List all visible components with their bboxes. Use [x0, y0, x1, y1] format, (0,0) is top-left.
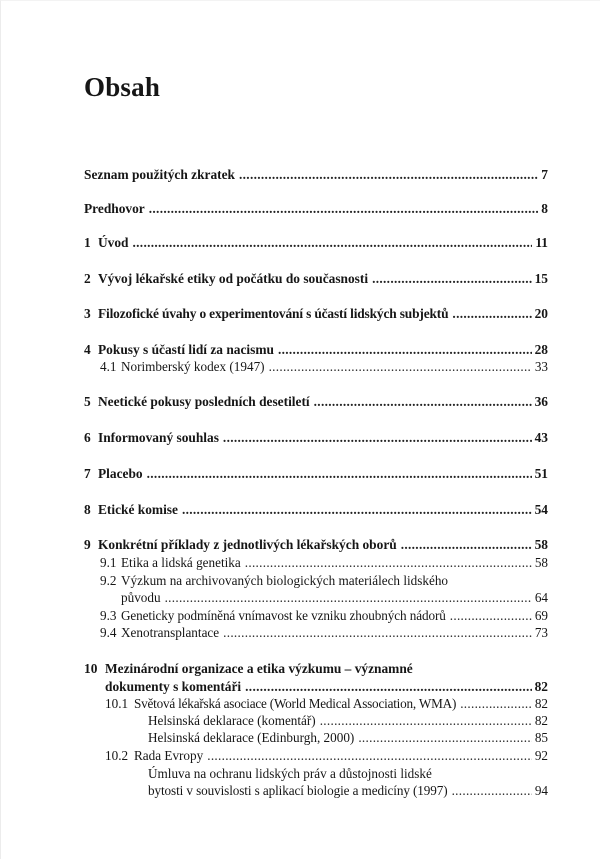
- page-number: 73: [534, 625, 548, 640]
- page-number: 33: [534, 359, 548, 374]
- entry-label-line1: Mezinárodní organizace a etika výzkumu – významné: [105, 661, 413, 676]
- section-number: 9.1: [100, 555, 117, 570]
- toc-entry-chapter-5[interactable]: [84, 393, 548, 410]
- entry-label: Rada Evropy: [134, 748, 204, 763]
- dot-leader: [165, 589, 532, 606]
- dot-leader: [245, 554, 532, 571]
- page-number: 85: [534, 730, 548, 745]
- entry-label: Predhovor: [84, 201, 145, 216]
- dot-leader: [452, 782, 532, 799]
- entry-label: Placebo: [98, 466, 143, 481]
- toc-entry-predhovor[interactable]: [84, 200, 548, 217]
- section-number: 10.1: [105, 696, 129, 711]
- dot-leader: [207, 747, 532, 764]
- dot-leader: [358, 729, 532, 746]
- entry-label: Filozofické úvahy o experimentování s účastí lidských subjektů: [98, 306, 449, 321]
- page-number: 11: [535, 235, 548, 250]
- dot-leader: [320, 712, 532, 729]
- toc-entry-helsinki-commentary[interactable]: [148, 712, 548, 729]
- chapter-number: 2: [84, 271, 91, 286]
- chapter-number: 5: [84, 394, 91, 409]
- page-number: 20: [534, 306, 548, 321]
- section-number: 9.2: [100, 573, 117, 588]
- toc-entry-chapter-1[interactable]: [84, 234, 548, 251]
- toc-entry-chapter-6[interactable]: [84, 429, 548, 446]
- entry-label: Konkrétní příklady z jednotlivých lékařských oborů: [98, 537, 397, 552]
- page-number: 64: [534, 590, 548, 605]
- dot-leader: [314, 393, 532, 410]
- dot-leader: [452, 305, 531, 322]
- entry-label-line1: Úmluva na ochranu lidských práv a důstojnosti lidské: [148, 766, 432, 781]
- chapter-number: 9: [84, 537, 91, 552]
- chapter-number: 1: [84, 235, 91, 250]
- toc-entry-convention-line2[interactable]: [148, 782, 548, 799]
- entry-label: Xenotransplantace: [121, 625, 220, 640]
- chapter-number: 6: [84, 430, 91, 445]
- toc-entry-section-9-3[interactable]: [100, 607, 548, 624]
- chapter-number: 3: [84, 306, 91, 321]
- page-number: 58: [534, 537, 548, 552]
- dot-leader: [278, 341, 532, 358]
- entry-label: Úvod: [98, 235, 129, 250]
- toc-entry-chapter-7[interactable]: [84, 465, 548, 482]
- entry-label: Neetické pokusy posledních desetiletí: [98, 394, 310, 409]
- toc-entry-section-9-2-line2[interactable]: [121, 589, 548, 606]
- toc-entry-section-9-1[interactable]: [100, 554, 548, 571]
- dot-leader: [372, 270, 532, 287]
- page-title: Obsah: [84, 72, 161, 102]
- entry-label-line2: původu: [121, 590, 161, 605]
- toc-entry-chapter-2[interactable]: [84, 270, 548, 287]
- entry-label: Etické komise: [98, 502, 178, 517]
- page-number: 28: [534, 342, 548, 357]
- entry-label-line2: bytosti v souvislosti s aplikací biologie a medicíny (1997): [148, 783, 448, 798]
- page-number: 58: [534, 555, 548, 570]
- dot-leader: [401, 536, 532, 553]
- toc-entry-convention-line1[interactable]: [148, 765, 432, 782]
- page-number: 82: [534, 696, 548, 711]
- entry-label-line1: Výzkum na archivovaných biologických materiálech lidského: [121, 573, 449, 588]
- dot-leader: [133, 234, 533, 251]
- page-number: 51: [534, 466, 548, 481]
- page-number: 94: [534, 783, 548, 798]
- page-number: 36: [534, 394, 548, 409]
- entry-label: Vývoj lékařské etiky od počátku do současnosti: [98, 271, 369, 286]
- dot-leader: [450, 607, 532, 624]
- toc-entry-section-9-2-line1[interactable]: [100, 572, 448, 589]
- chapter-number: 8: [84, 502, 91, 517]
- page-number: 82: [534, 713, 548, 728]
- page-number: 69: [534, 608, 548, 623]
- dot-leader: [245, 678, 531, 695]
- entry-label: Helsinská deklarace (komentář): [148, 713, 316, 728]
- dot-leader: [223, 429, 532, 446]
- toc-entry-section-10-1[interactable]: [105, 695, 548, 712]
- toc-entry-section-4-1[interactable]: [100, 358, 548, 375]
- section-number: 4.1: [100, 359, 117, 374]
- toc-entry-section-9-4[interactable]: [100, 624, 548, 641]
- toc-entry-helsinki-edinburgh[interactable]: [148, 729, 548, 746]
- entry-label: Seznam použitých zkratek: [84, 167, 236, 182]
- dot-leader: [182, 501, 532, 518]
- entry-label: Geneticky podmíněná vnímavost ke vzniku zhoubných nádorů: [121, 608, 446, 623]
- page-number: 43: [534, 430, 548, 445]
- toc-entry-chapter-10-line2[interactable]: [105, 678, 548, 695]
- section-number: 10.2: [105, 748, 129, 763]
- section-number: 9.3: [100, 608, 117, 623]
- entry-label: Etika a lidská genetika: [121, 555, 241, 570]
- dot-leader: [460, 695, 532, 712]
- toc-entry-chapter-9[interactable]: [84, 536, 548, 553]
- dot-leader: [147, 465, 532, 482]
- entry-label: Norimberský kodex (1947): [121, 359, 265, 374]
- toc-entry-chapter-8[interactable]: [84, 501, 548, 518]
- page-number: 54: [534, 502, 548, 517]
- toc-entry-section-10-2[interactable]: [105, 747, 548, 764]
- page-number: 8: [541, 201, 548, 216]
- page-number: 92: [534, 748, 548, 763]
- page-number: 7: [541, 167, 548, 182]
- entry-label: Informovaný souhlas: [98, 430, 219, 445]
- dot-leader: [149, 200, 539, 217]
- entry-label: Světová lékařská asociace (World Medical Association, WMA): [134, 696, 457, 711]
- dot-leader: [269, 358, 532, 375]
- entry-label: Helsinská deklarace (Edinburgh, 2000): [148, 730, 355, 745]
- page-number: 82: [534, 679, 548, 694]
- toc-entry-zkratky[interactable]: [84, 166, 548, 183]
- section-number: 9.4: [100, 625, 117, 640]
- chapter-number: 10: [84, 661, 98, 676]
- toc-entry-chapter-4[interactable]: [84, 341, 548, 358]
- chapter-number: 4: [84, 342, 91, 357]
- page-number: 15: [534, 271, 548, 286]
- toc-entry-chapter-10-line1[interactable]: [84, 660, 413, 677]
- dot-leader: [239, 166, 538, 183]
- entry-label: Pokusy s účastí lidí za nacismu: [98, 342, 274, 357]
- dot-leader: [223, 624, 532, 641]
- entry-label-line2: dokumenty s komentáři: [105, 679, 242, 694]
- chapter-number: 7: [84, 466, 91, 481]
- toc-entry-chapter-3[interactable]: [84, 305, 548, 322]
